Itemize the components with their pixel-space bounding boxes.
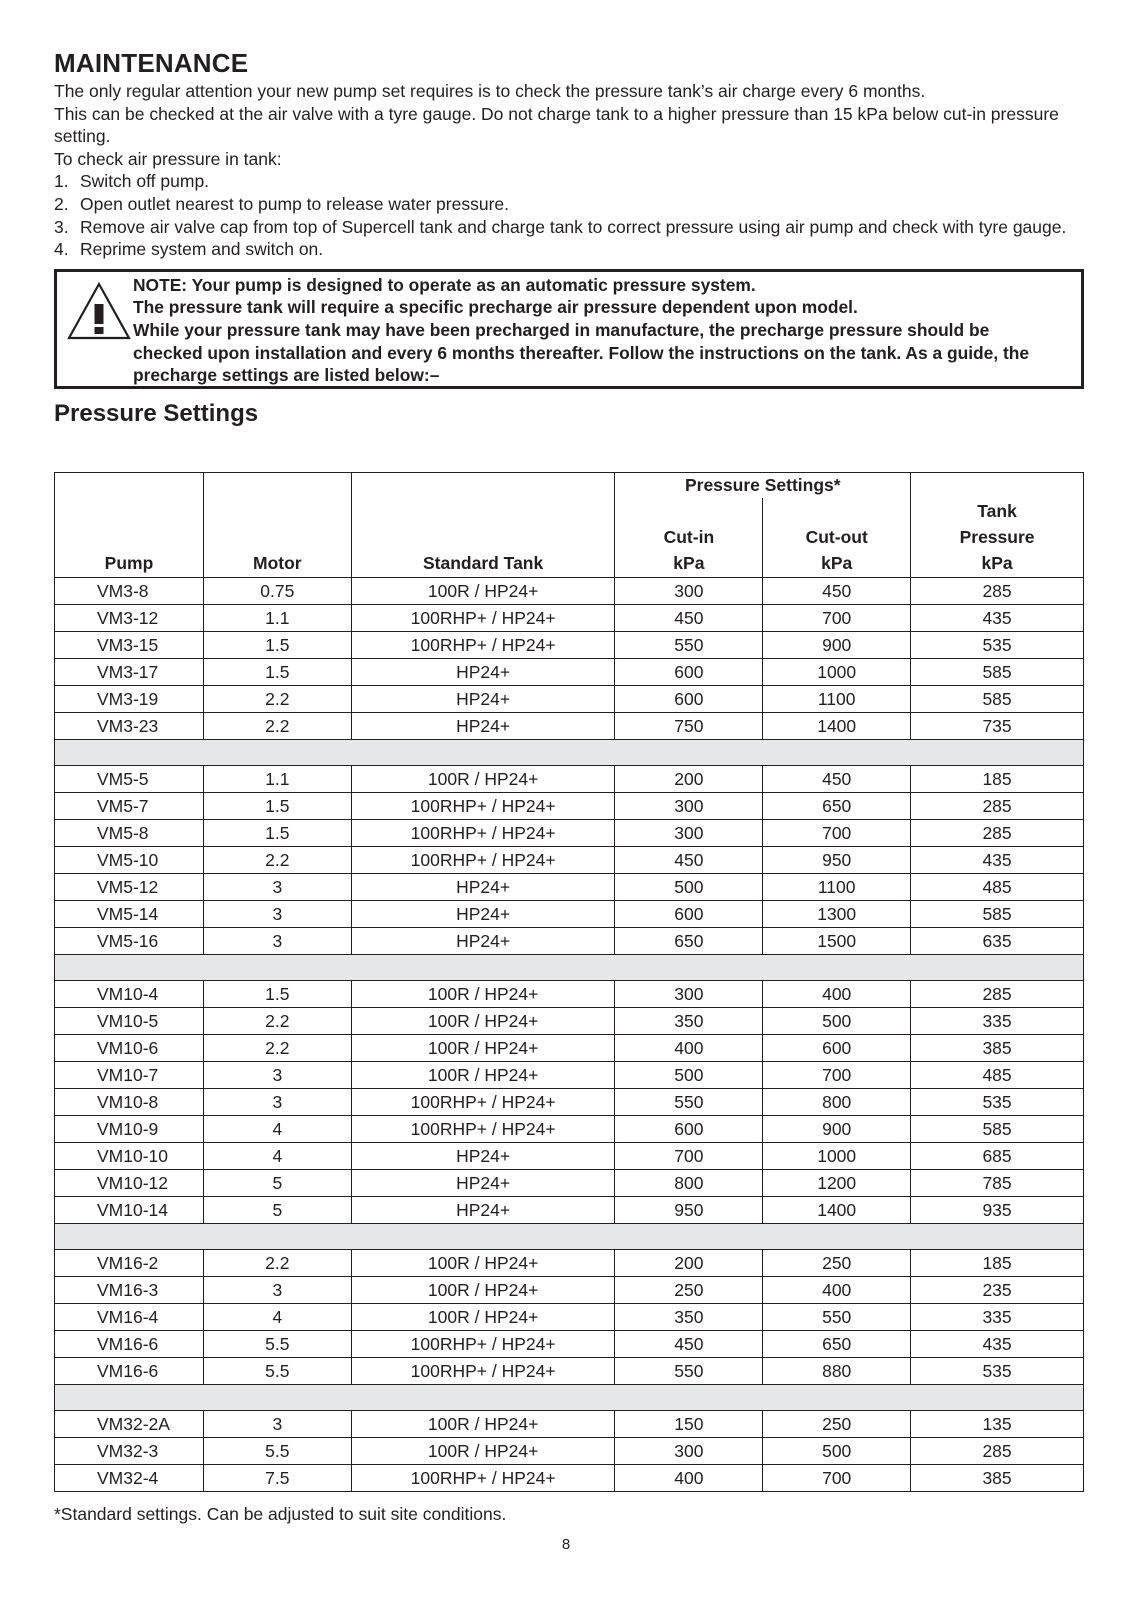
cell-standard-tank: HP24+ [351, 1143, 615, 1170]
maintenance-para-1: The only regular attention your new pump set requires is to check the pressure tank’s air charge every 6 months. [54, 81, 926, 101]
col-motor: Motor [203, 550, 351, 578]
cell-pump: VM16-4 [55, 1304, 204, 1331]
col-tank-pressure-1: Tank [911, 498, 1084, 524]
cell-motor: 2.2 [203, 686, 351, 713]
cell-tank-pressure: 335 [911, 1008, 1084, 1035]
table-row [55, 1170, 1084, 1197]
cell-standard-tank: 100RHP+ / HP24+ [351, 820, 615, 847]
cell-standard-tank: HP24+ [351, 874, 615, 901]
cell-pump: VM5-8 [55, 820, 204, 847]
cell-pump: VM3-19 [55, 686, 204, 713]
cell-tank-pressure: 935 [911, 1197, 1084, 1224]
step-number: 2. [54, 193, 69, 214]
cell-cutin: 350 [615, 1008, 763, 1035]
table-row [55, 1250, 1084, 1277]
cell-standard-tank: 100R / HP24+ [351, 1035, 615, 1062]
cell-tank-pressure: 635 [911, 928, 1084, 955]
cell-cutout: 950 [763, 847, 911, 874]
cell-tank-pressure: 285 [911, 981, 1084, 1008]
cell-cutin: 550 [615, 1358, 763, 1385]
cell-tank-pressure: 535 [911, 1358, 1084, 1385]
cell-motor: 2.2 [203, 713, 351, 740]
cell-cutout: 800 [763, 1089, 911, 1116]
cell-standard-tank: 100RHP+ / HP24+ [351, 847, 615, 874]
cell-cutout: 1300 [763, 901, 911, 928]
cell-motor: 1.5 [203, 981, 351, 1008]
cell-motor: 2.2 [203, 1035, 351, 1062]
cell-standard-tank: 100RHP+ / HP24+ [351, 1089, 615, 1116]
cell-tank-pressure: 335 [911, 1304, 1084, 1331]
warning-triangle-icon [65, 280, 133, 342]
cell-motor: 3 [203, 1411, 351, 1438]
cell-motor: 1.1 [203, 605, 351, 632]
cell-standard-tank: 100R / HP24+ [351, 1277, 615, 1304]
cell-pump: VM10-9 [55, 1116, 204, 1143]
table-row [55, 874, 1084, 901]
note-line-1: NOTE: Your pump is designed to operate as an automatic pressure system. [133, 274, 756, 295]
cell-cutout: 500 [763, 1008, 911, 1035]
table-row [55, 766, 1084, 793]
page-number: 8 [561, 1536, 571, 1553]
cell-pump: VM10-6 [55, 1035, 204, 1062]
cell-cutout: 900 [763, 1116, 911, 1143]
cell-standard-tank: HP24+ [351, 1170, 615, 1197]
table-row [55, 928, 1084, 955]
step-text: Switch off pump. [80, 171, 210, 192]
cell-cutout: 600 [763, 1035, 911, 1062]
cell-cutout: 650 [763, 1331, 911, 1358]
cell-cutin: 450 [615, 605, 763, 632]
maintenance-para-3: To check air pressure in tank: [54, 148, 282, 169]
cell-pump: VM16-2 [55, 1250, 204, 1277]
pressure-settings-table [54, 472, 1084, 1492]
cell-cutin: 450 [615, 847, 763, 874]
cell-standard-tank: 100R / HP24+ [351, 1008, 615, 1035]
cell-pump: VM10-10 [55, 1143, 204, 1170]
cell-tank-pressure: 435 [911, 1331, 1084, 1358]
cell-cutout: 500 [763, 1438, 911, 1465]
cell-motor: 5.5 [203, 1331, 351, 1358]
table-body [55, 578, 1084, 1492]
cell-cutout: 1400 [763, 1197, 911, 1224]
cell-tank-pressure: 735 [911, 713, 1084, 740]
cell-cutin: 450 [615, 1331, 763, 1358]
group-separator-row [55, 955, 1084, 981]
cell-cutout: 450 [763, 578, 911, 605]
cell-cutin: 550 [615, 1089, 763, 1116]
cell-cutin: 550 [615, 632, 763, 659]
col-standard-tank: Standard Tank [351, 550, 615, 578]
cell-pump: VM5-7 [55, 793, 204, 820]
cell-standard-tank: 100R / HP24+ [351, 1438, 615, 1465]
cell-motor: 3 [203, 1277, 351, 1304]
table-row [55, 847, 1084, 874]
cell-cutin: 650 [615, 928, 763, 955]
cell-motor: 2.2 [203, 847, 351, 874]
cell-cutout: 1500 [763, 928, 911, 955]
cell-cutout: 1400 [763, 713, 911, 740]
cell-standard-tank: 100R / HP24+ [351, 1304, 615, 1331]
group-separator [55, 1224, 1084, 1250]
cell-cutin: 300 [615, 578, 763, 605]
cell-motor: 5 [203, 1170, 351, 1197]
cell-tank-pressure: 585 [911, 1116, 1084, 1143]
cell-tank-pressure: 585 [911, 901, 1084, 928]
cell-tank-pressure: 285 [911, 820, 1084, 847]
cell-cutin: 200 [615, 766, 763, 793]
cell-pump: VM3-15 [55, 632, 204, 659]
cell-standard-tank: 100RHP+ / HP24+ [351, 1358, 615, 1385]
cell-pump: VM16-6 [55, 1331, 204, 1358]
cell-cutout: 550 [763, 1304, 911, 1331]
cell-standard-tank: 100R / HP24+ [351, 1250, 615, 1277]
cell-cutout: 700 [763, 1062, 911, 1089]
cell-standard-tank: HP24+ [351, 901, 615, 928]
cell-cutin: 350 [615, 1304, 763, 1331]
cell-motor: 3 [203, 874, 351, 901]
step-number: 4. [54, 239, 69, 260]
cell-motor: 1.5 [203, 659, 351, 686]
cell-cutin: 300 [615, 793, 763, 820]
pressure-settings-heading: Pressure Settings [54, 399, 259, 427]
cell-tank-pressure: 685 [911, 1143, 1084, 1170]
cell-tank-pressure: 385 [911, 1465, 1084, 1492]
cell-pump: VM3-8 [55, 578, 204, 605]
table-row [55, 1008, 1084, 1035]
cell-tank-pressure: 535 [911, 632, 1084, 659]
table-row [55, 901, 1084, 928]
cell-cutout: 1000 [763, 659, 911, 686]
cell-standard-tank: HP24+ [351, 713, 615, 740]
cell-cutin: 500 [615, 874, 763, 901]
table-row [55, 659, 1084, 686]
cell-standard-tank: HP24+ [351, 1197, 615, 1224]
unit-cutin: kPa [615, 550, 763, 578]
step-item [54, 170, 1084, 193]
cell-cutout: 650 [763, 793, 911, 820]
cell-cutin: 400 [615, 1465, 763, 1492]
table-row [55, 1116, 1084, 1143]
cell-motor: 5 [203, 1197, 351, 1224]
cell-cutin: 600 [615, 901, 763, 928]
cell-tank-pressure: 185 [911, 766, 1084, 793]
col-cutin: Cut-in [615, 524, 763, 550]
cell-pump: VM10-4 [55, 981, 204, 1008]
cell-pump: VM10-14 [55, 1197, 204, 1224]
table-row [55, 1358, 1084, 1385]
group-separator-row [55, 1224, 1084, 1250]
cell-motor: 3 [203, 1062, 351, 1089]
cell-cutin: 150 [615, 1411, 763, 1438]
cell-pump: VM5-16 [55, 928, 204, 955]
step-number: 1. [54, 171, 69, 192]
table-row [55, 1411, 1084, 1438]
cell-motor: 4 [203, 1143, 351, 1170]
table-row [55, 578, 1084, 605]
cell-tank-pressure: 435 [911, 605, 1084, 632]
group-separator [55, 1385, 1084, 1411]
group-separator-row [55, 740, 1084, 766]
cell-motor: 1.5 [203, 632, 351, 659]
note-box [54, 269, 1084, 389]
cell-cutout: 250 [763, 1250, 911, 1277]
group-separator [55, 955, 1084, 981]
cell-tank-pressure: 435 [911, 847, 1084, 874]
cell-motor: 0.75 [203, 578, 351, 605]
step-text: Reprime system and switch on. [80, 239, 324, 260]
table-row [55, 1143, 1084, 1170]
cell-pump: VM32-3 [55, 1438, 204, 1465]
cell-pump: VM16-3 [55, 1277, 204, 1304]
note-line-2: The pressure tank will require a specific precharge air pressure dependent upon model. [133, 297, 858, 318]
cell-pump: VM5-10 [55, 847, 204, 874]
cell-tank-pressure: 285 [911, 1438, 1084, 1465]
cell-cutout: 1100 [763, 874, 911, 901]
table-row [55, 713, 1084, 740]
cell-pump: VM10-7 [55, 1062, 204, 1089]
cell-tank-pressure: 185 [911, 1250, 1084, 1277]
cell-cutin: 200 [615, 1250, 763, 1277]
cell-cutin: 950 [615, 1197, 763, 1224]
cell-pump: VM10-12 [55, 1170, 204, 1197]
cell-pump: VM3-23 [55, 713, 204, 740]
cell-tank-pressure: 485 [911, 874, 1084, 901]
cell-motor: 4 [203, 1304, 351, 1331]
cell-motor: 4 [203, 1116, 351, 1143]
group-separator [55, 740, 1084, 766]
cell-motor: 2.2 [203, 1008, 351, 1035]
group-header: Pressure Settings* [615, 473, 911, 499]
table-row [55, 981, 1084, 1008]
col-cutout: Cut-out [763, 524, 911, 550]
cell-cutin: 600 [615, 1116, 763, 1143]
cell-motor: 5.5 [203, 1438, 351, 1465]
cell-cutin: 300 [615, 1438, 763, 1465]
cell-cutin: 400 [615, 1035, 763, 1062]
cell-cutout: 700 [763, 605, 911, 632]
cell-pump: VM5-12 [55, 874, 204, 901]
cell-motor: 7.5 [203, 1465, 351, 1492]
cell-cutin: 750 [615, 713, 763, 740]
unit-tank-pressure: kPa [911, 550, 1084, 578]
cell-pump: VM3-17 [55, 659, 204, 686]
table-row [55, 1465, 1084, 1492]
cell-cutout: 1200 [763, 1170, 911, 1197]
cell-cutout: 400 [763, 1277, 911, 1304]
maintenance-section [54, 46, 1084, 429]
cell-tank-pressure: 535 [911, 1089, 1084, 1116]
cell-standard-tank: HP24+ [351, 686, 615, 713]
cell-standard-tank: 100RHP+ / HP24+ [351, 1331, 615, 1358]
cell-pump: VM10-8 [55, 1089, 204, 1116]
table-row [55, 686, 1084, 713]
cell-cutout: 880 [763, 1358, 911, 1385]
cell-standard-tank: 100R / HP24+ [351, 1411, 615, 1438]
cell-tank-pressure: 135 [911, 1411, 1084, 1438]
maintenance-heading: MAINTENANCE [54, 48, 249, 78]
cell-pump: VM16-6 [55, 1358, 204, 1385]
cell-cutin: 300 [615, 981, 763, 1008]
col-tank-pressure-2: Pressure [911, 524, 1084, 550]
cell-cutout: 1100 [763, 686, 911, 713]
cell-cutin: 300 [615, 820, 763, 847]
note-line-3: While your pressure tank may have been precharged in manufacture, the precharge pressure should be checked upon installation and every 6 months thereafter. Follow the instructions on the tank. As a guide, the precharge settings are listed below:– [133, 319, 1030, 386]
cell-standard-tank: 100R / HP24+ [351, 981, 615, 1008]
maintenance-steps [54, 170, 1084, 260]
cell-pump: VM5-14 [55, 901, 204, 928]
note-text [133, 274, 1061, 387]
cell-cutin: 800 [615, 1170, 763, 1197]
table-row [55, 1438, 1084, 1465]
cell-motor: 3 [203, 901, 351, 928]
cell-tank-pressure: 385 [911, 1035, 1084, 1062]
cell-standard-tank: 100RHP+ / HP24+ [351, 605, 615, 632]
group-separator-row [55, 1385, 1084, 1411]
cell-motor: 2.2 [203, 1250, 351, 1277]
cell-standard-tank: 100RHP+ / HP24+ [351, 793, 615, 820]
unit-cutout: kPa [763, 550, 911, 578]
cell-standard-tank: 100R / HP24+ [351, 766, 615, 793]
cell-standard-tank: HP24+ [351, 659, 615, 686]
step-text: Open outlet nearest to pump to release water pressure. [80, 193, 509, 214]
cell-tank-pressure: 485 [911, 1062, 1084, 1089]
cell-standard-tank: 100R / HP24+ [351, 1062, 615, 1089]
cell-cutout: 1000 [763, 1143, 911, 1170]
table-row [55, 1197, 1084, 1224]
cell-cutin: 600 [615, 686, 763, 713]
step-item [54, 193, 1084, 216]
table-row [55, 1035, 1084, 1062]
table-row [55, 1062, 1084, 1089]
cell-cutout: 400 [763, 981, 911, 1008]
cell-tank-pressure: 785 [911, 1170, 1084, 1197]
cell-standard-tank: 100R / HP24+ [351, 578, 615, 605]
cell-standard-tank: 100RHP+ / HP24+ [351, 1116, 615, 1143]
step-item [54, 238, 1084, 261]
col-pump: Pump [55, 550, 204, 578]
footnote: *Standard settings. Can be adjusted to suit site conditions. [54, 1504, 507, 1524]
step-text: Remove air valve cap from top of Supercell tank and charge tank to correct pressure using air pump and check with tyre gauge. [80, 216, 1067, 237]
cell-pump: VM32-4 [55, 1465, 204, 1492]
cell-motor: 1.5 [203, 793, 351, 820]
cell-tank-pressure: 585 [911, 659, 1084, 686]
table-row [55, 793, 1084, 820]
table-row [55, 1277, 1084, 1304]
cell-tank-pressure: 585 [911, 686, 1084, 713]
cell-cutin: 600 [615, 659, 763, 686]
maintenance-para-2: This can be checked at the air valve with a tyre gauge. Do not charge tank to a higher pressure than 15 kPa below cut-in pressure setting. [54, 103, 1059, 147]
cell-cutin: 700 [615, 1143, 763, 1170]
cell-motor: 3 [203, 928, 351, 955]
cell-motor: 1.5 [203, 820, 351, 847]
cell-standard-tank: 100RHP+ / HP24+ [351, 1465, 615, 1492]
cell-cutin: 500 [615, 1062, 763, 1089]
table-row [55, 632, 1084, 659]
cell-cutout: 450 [763, 766, 911, 793]
table-row [55, 820, 1084, 847]
cell-cutin: 250 [615, 1277, 763, 1304]
step-item [54, 216, 1084, 239]
cell-motor: 1.1 [203, 766, 351, 793]
cell-tank-pressure: 235 [911, 1277, 1084, 1304]
table-row [55, 1089, 1084, 1116]
cell-pump: VM32-2A [55, 1411, 204, 1438]
step-number: 3. [54, 216, 69, 237]
cell-pump: VM3-12 [55, 605, 204, 632]
cell-cutout: 250 [763, 1411, 911, 1438]
cell-cutout: 900 [763, 632, 911, 659]
cell-motor: 3 [203, 1089, 351, 1116]
cell-tank-pressure: 285 [911, 793, 1084, 820]
table-row [55, 1331, 1084, 1358]
cell-standard-tank: 100RHP+ / HP24+ [351, 632, 615, 659]
table-row [55, 605, 1084, 632]
cell-tank-pressure: 285 [911, 578, 1084, 605]
cell-cutout: 700 [763, 1465, 911, 1492]
cell-standard-tank: HP24+ [351, 928, 615, 955]
cell-cutout: 700 [763, 820, 911, 847]
table-row [55, 1304, 1084, 1331]
cell-pump: VM10-5 [55, 1008, 204, 1035]
cell-pump: VM5-5 [55, 766, 204, 793]
cell-motor: 5.5 [203, 1358, 351, 1385]
